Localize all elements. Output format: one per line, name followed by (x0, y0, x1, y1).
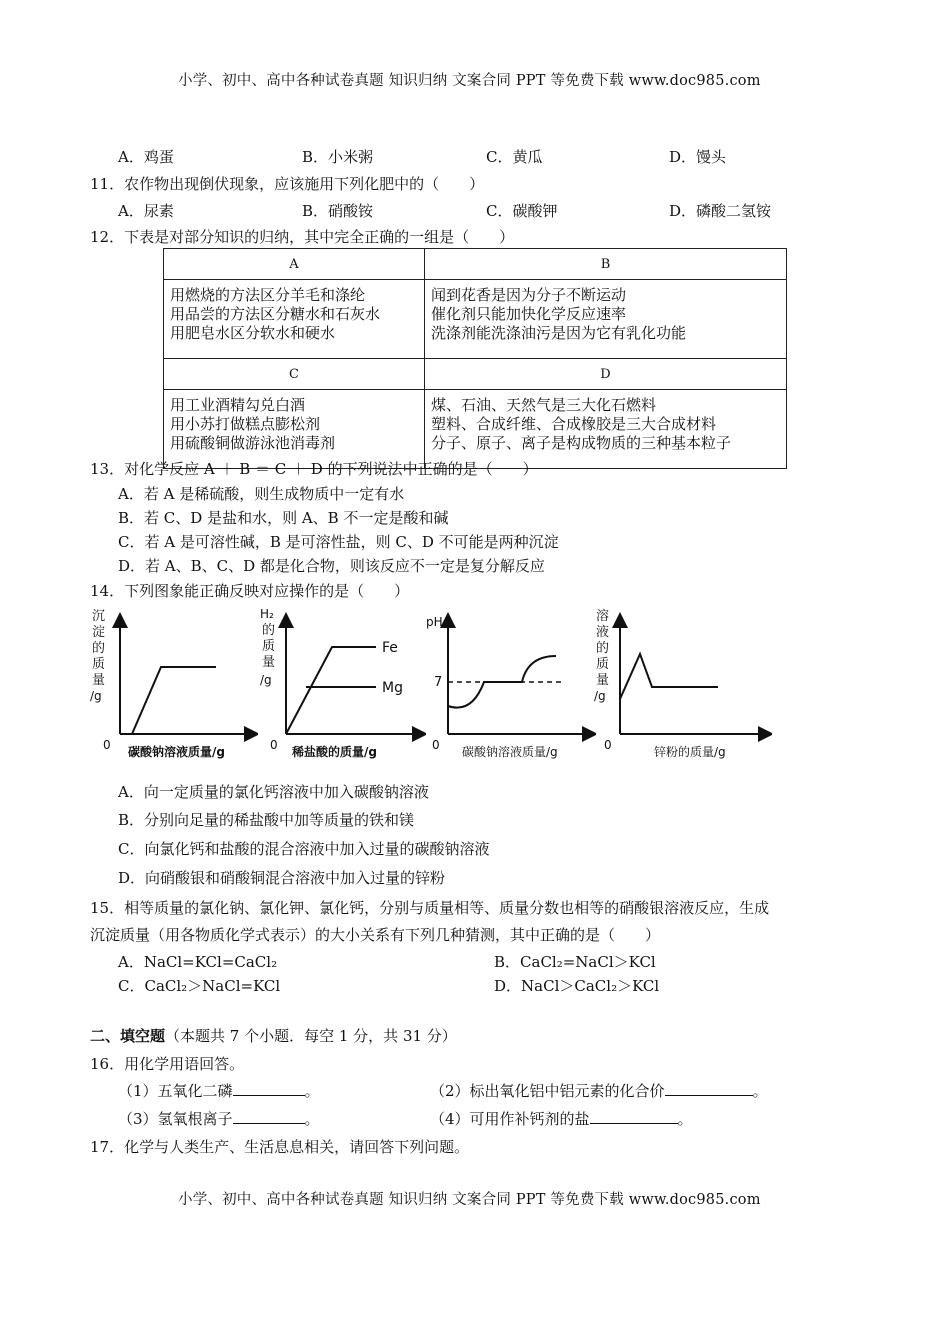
q10-option-d: D．馒头 (669, 148, 727, 166)
section-heading (90, 1025, 457, 1046)
q15-option-c: C．CaCl₂＞NaCl=KCl (118, 977, 281, 995)
q14-stem: 14．下列图象能正确反映对应操作的是（ ） (90, 582, 410, 600)
page-header: 小学、初中、高中各种试卷真题 知识归纳 文案合同 PPT 等免费下载 www.doc985.com (178, 73, 761, 89)
q11-option-b: B．硝酸铵 (302, 202, 374, 220)
q16-item-4-label: （4）可用作补钙剂的盐 (430, 1110, 590, 1128)
graph1-ylabel-1: 淀 (92, 625, 106, 640)
graph1-origin: 0 (103, 738, 111, 752)
graph2-ylabel-0: H₂ (260, 607, 274, 621)
q10-option-c: C．黄瓜 (486, 148, 543, 166)
page-footer: 小学、初中、高中各种试卷真题 知识归纳 文案合同 PPT 等免费下载 www.doc985.com (178, 1192, 761, 1208)
graph3-ref-label: 7 (434, 675, 443, 690)
answer-blank[interactable] (233, 1111, 305, 1124)
graph4-ylabel-2: 的 (596, 641, 610, 656)
q16-item-2-suffix: 。 (752, 1082, 768, 1100)
q15-option-d: D．NaCl＞CaCl₂＞KCl (494, 977, 660, 995)
graph4-ylabel-4: 量 (596, 673, 610, 688)
q16-item-2-label: （2）标出氧化铝中铝元素的化合价 (430, 1082, 665, 1100)
section-title: 二、填空题 (90, 1027, 166, 1045)
answer-blank[interactable] (233, 1083, 305, 1096)
graph2-ylabel-1: 的 (262, 623, 276, 638)
graph4-ylabel-0: 溶 (596, 609, 610, 624)
table-cell-d-line: 分子、原子、离子是构成物质的三种基本粒子 (431, 434, 732, 452)
q15-stem-line2: 沉淀质量（用各物质化学式表示）的大小关系有下列几种猜测，其中正确的是（ ） (90, 926, 661, 944)
q16-item-3-label: （3）氢氧根离子 (118, 1110, 233, 1128)
q13-option-c: C．若 A 是可溶性碱，B 是可溶性盐，则 C、D 不可能是两种沉淀 (118, 533, 559, 551)
graph4-curve (620, 654, 718, 699)
q16-item-2 (430, 1080, 768, 1101)
table-cell-a-line: 用品尝的方法区分糖水和石灰水 (170, 305, 381, 323)
q14-option-b: B．分别向足量的稀盐酸中加等质量的铁和镁 (118, 811, 415, 829)
section-note: （本题共 7 个小题．每空 1 分，共 31 分） (165, 1027, 457, 1045)
table-cell-c-line: 用小苏打做糕点膨松剂 (170, 415, 321, 433)
q16-item-1-suffix: 。 (304, 1082, 320, 1100)
graph1-ylabel-3: 质 (92, 657, 106, 672)
table-cell-a-line: 用燃烧的方法区分羊毛和涤纶 (170, 286, 366, 304)
graph4-ylabel-5: /g (594, 689, 606, 703)
graph2-ylabel-3: 量 (262, 655, 276, 670)
q16-stem: 16．用化学用语回答。 (90, 1055, 245, 1073)
graph2-label-mg: Mg (382, 680, 403, 696)
q16-item-1-label: （1）五氧化二磷 (118, 1082, 233, 1100)
graph1-ylabel-4: 量 (92, 673, 106, 688)
q11-option-a: A．尿素 (118, 202, 174, 220)
graph3-xlabel: 碳酸钠溶液质量/g (462, 745, 558, 759)
table-header-c: C (164, 359, 425, 390)
table-cell-b (425, 280, 787, 359)
table-cell-c-line: 用工业酒精勾兑白酒 (170, 396, 306, 414)
q16-item-1 (118, 1080, 320, 1101)
graph-solution-mass (592, 604, 772, 762)
q10-option-b: B．小米粥 (302, 148, 374, 166)
table-cell-b-line: 洗涤剂能洗涤油污是因为它有乳化功能 (431, 324, 687, 342)
answer-blank[interactable] (590, 1111, 678, 1124)
graph-hydrogen (254, 604, 426, 762)
graph2-label-fe: Fe (382, 640, 398, 656)
knowledge-table (163, 248, 787, 469)
graph1-curve (132, 667, 216, 734)
table-cell-b-line: 催化剂只能加快化学反应速率 (431, 305, 627, 323)
table-cell-a (164, 280, 425, 359)
q14-option-a: A．向一定质量的氯化钙溶液中加入碳酸钠溶液 (118, 783, 429, 801)
table-header-d: D (425, 359, 787, 390)
graph2-xlabel: 稀盐酸的质量/g (292, 745, 377, 759)
graph2-ylabel-2: 质 (262, 639, 276, 654)
q13-option-b: B．若 C、D 是盐和水，则 A、B 不一定是酸和碱 (118, 509, 449, 527)
table-cell-d (425, 390, 787, 469)
q16-item-4 (430, 1108, 693, 1129)
q16-item-3-suffix: 。 (304, 1110, 320, 1128)
q13-option-d: D．若 A、B、C、D 都是化合物，则该反应不一定是复分解反应 (118, 557, 545, 575)
graph4-origin: 0 (604, 738, 612, 752)
q15-option-a: A．NaCl=KCl=CaCl₂ (118, 953, 278, 971)
graph1-ylabel-2: 的 (92, 641, 106, 656)
q14-option-d: D．向硝酸银和硝酸铜混合溶液中加入过量的锌粉 (118, 869, 446, 887)
q11-option-d: D．磷酸二氢铵 (669, 202, 772, 220)
graph1-ylabel-0: 沉 (92, 609, 106, 624)
q14-option-c: C．向氯化钙和盐酸的混合溶液中加入过量的碳酸钠溶液 (118, 840, 490, 858)
table-cell-c-line: 用硫酸铜做游泳池消毒剂 (170, 434, 336, 452)
graph1-xlabel: 碳酸钠溶液质量/g (128, 745, 225, 759)
graph4-ylabel-3: 质 (596, 657, 610, 672)
graph4-xlabel: 锌粉的质量/g (654, 745, 726, 759)
graph3-origin: 0 (432, 738, 440, 752)
q13-stem: 13．对化学反应 A ＋ B ＝ C ＋ D 的下列说法中正确的是（ ） (90, 460, 538, 478)
q15-stem-line1: 15．相等质量的氯化钠、氯化钾、氯化钙，分别与质量相等、质量分数也相等的硝酸银溶液反应，生成 (90, 899, 770, 917)
graph1-ylabel-5: /g (90, 689, 102, 703)
q15-option-b: B．CaCl₂=NaCl＞KCl (494, 953, 656, 971)
q17-stem: 17．化学与人类生产、生活息息相关，请回答下列问题。 (90, 1138, 470, 1156)
q11-stem: 11．农作物出现倒伏现象，应该施用下列化肥中的（ ） (90, 175, 485, 193)
q13-option-a: A．若 A 是稀硫酸，则生成物质中一定有水 (118, 485, 405, 503)
graph2-curve-fe (286, 647, 376, 734)
table-cell-b-line: 闻到花香是因为分子不断运动 (431, 286, 627, 304)
graph-precipitate (88, 604, 258, 762)
graph4-ylabel-1: 液 (596, 625, 610, 640)
graph2-origin: 0 (270, 738, 278, 752)
table-cell-d-line: 煤、石油、天然气是三大化石燃料 (431, 396, 657, 414)
table-header-a: A (164, 249, 425, 280)
graph2-ylabel-4: /g (260, 673, 272, 687)
table-cell-d-line: 塑料、合成纤维、合成橡胶是三大合成材料 (431, 415, 717, 433)
table-cell-a-line: 用肥皂水区分软水和硬水 (170, 324, 336, 342)
q12-stem: 12．下表是对部分知识的归纳，其中完全正确的一组是（ ） (90, 228, 515, 246)
answer-blank[interactable] (665, 1083, 753, 1096)
q10-option-a: A．鸡蛋 (118, 148, 174, 166)
table-cell-c (164, 390, 425, 469)
q16-item-3 (118, 1108, 320, 1129)
graph-ph (424, 604, 596, 762)
table-header-b: B (425, 249, 787, 280)
q11-option-c: C．碳酸钾 (486, 202, 558, 220)
graph3-ylabel: pH (426, 615, 443, 629)
q16-item-4-suffix: 。 (677, 1110, 693, 1128)
